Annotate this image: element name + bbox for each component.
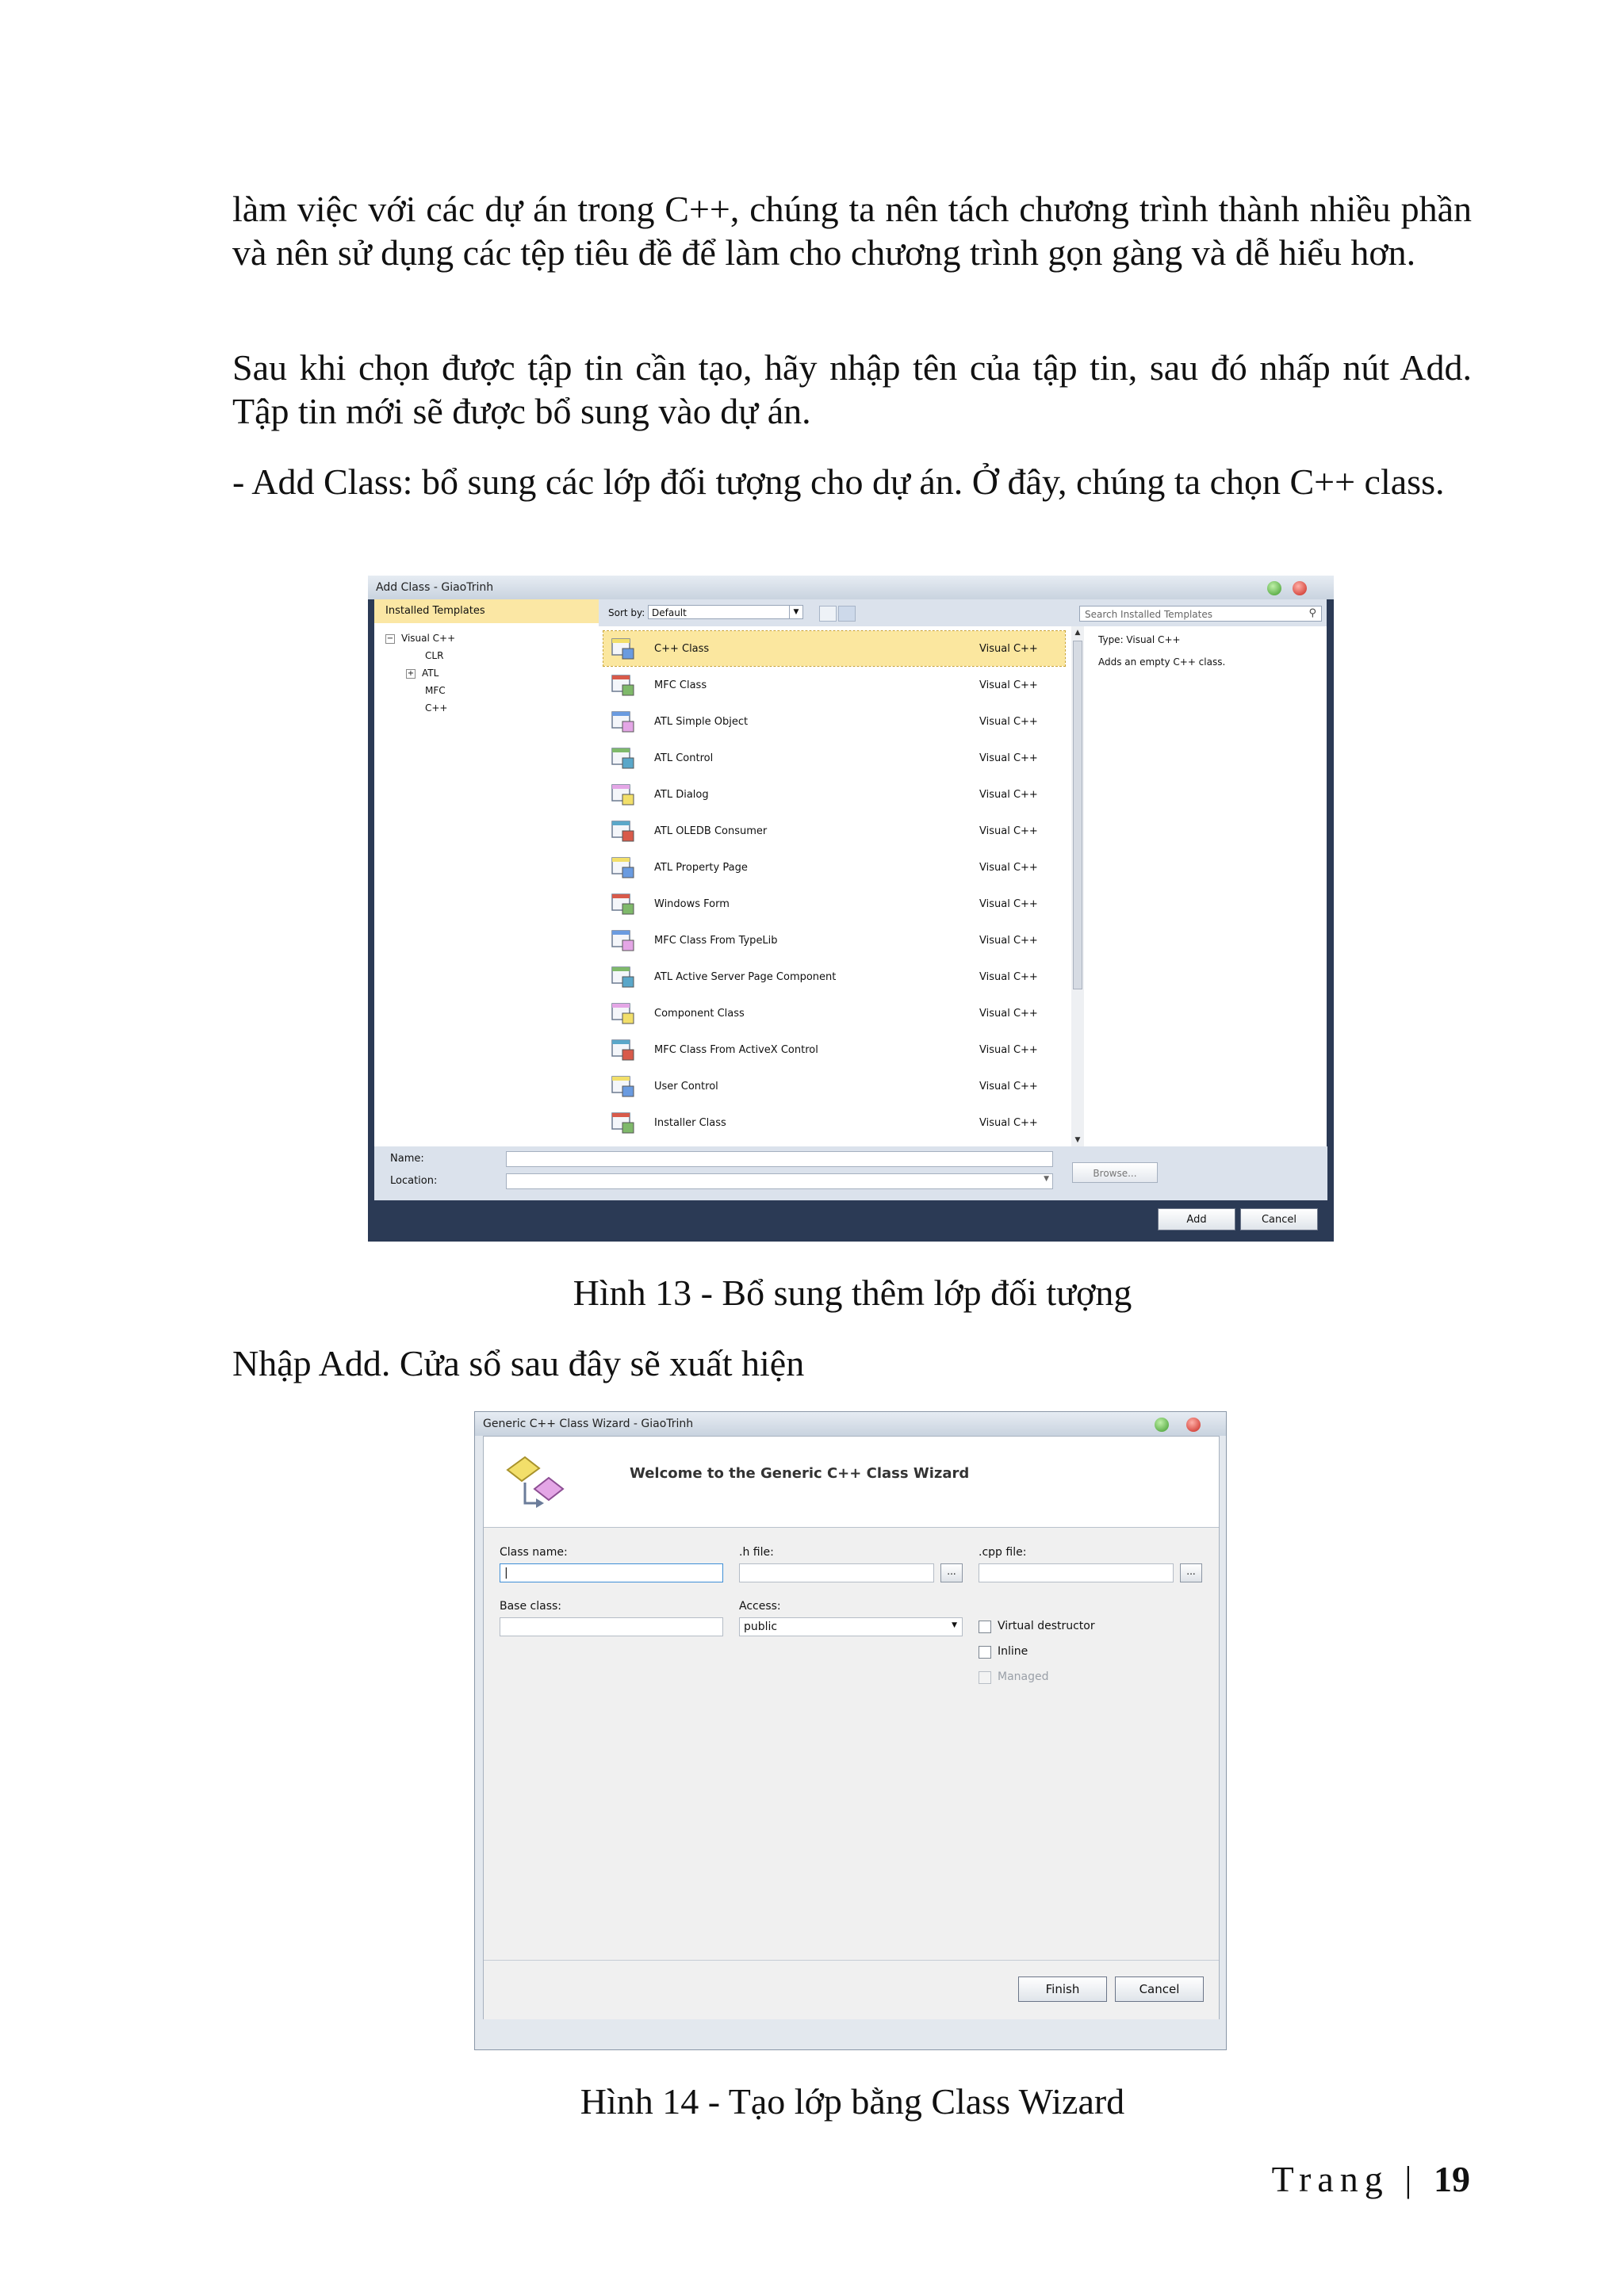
template-name: ATL Simple Object [654,716,749,728]
template-row[interactable] [603,740,1065,775]
atl-simple-object-icon [610,709,637,734]
template-name: MFC Class [654,679,707,691]
template-name: C++ Class [654,643,710,655]
atl-control-icon [610,745,637,771]
location-select[interactable] [506,1173,1053,1189]
template-language: Visual C++ [979,752,1038,764]
template-list-scrollbar[interactable] [1071,626,1084,1146]
template-row[interactable] [603,1069,1065,1104]
atl-dialog-icon [610,782,637,807]
template-name: User Control [654,1081,718,1093]
class-wizard-window [474,1411,1227,2050]
list-view-icon[interactable] [819,606,837,622]
template-row[interactable] [603,996,1065,1031]
wizard-heading: Welcome to the Generic C++ Class Wizard [630,1465,970,1482]
title-bar [475,1412,1226,1436]
atl-oledb-icon [610,818,637,844]
class-wizard-icon [501,1446,573,1517]
class-name-label: Class name: [500,1546,568,1559]
template-language: Visual C++ [979,971,1038,983]
name-location-panel [374,1146,1327,1200]
template-row[interactable] [603,813,1065,848]
template-row[interactable] [603,886,1065,921]
h-file-browse-button[interactable]: ... [940,1563,963,1582]
template-language: Visual C++ [979,679,1038,691]
add-class-window [368,576,1334,1242]
scrollbar-thumb[interactable] [1073,641,1082,989]
page-footer [1272,2158,1470,2200]
template-row[interactable] [603,1032,1065,1067]
wizard-body [483,1436,1220,2019]
template-language: Visual C++ [979,643,1038,655]
template-language: Visual C++ [979,1008,1038,1020]
wizard-banner [484,1437,1219,1528]
template-description-panel [1084,626,1327,1146]
template-toolbar [599,599,1327,626]
search-templates-input[interactable]: Search Installed Templates ⚲ [1079,606,1322,622]
cpp-file-input[interactable] [979,1563,1174,1582]
template-language: Visual C++ [979,789,1038,801]
managed-checkbox [979,1671,991,1684]
template-name: Component Class [654,1008,745,1020]
inline-label: Inline [998,1645,1028,1658]
collapse-icon[interactable]: − [386,633,394,643]
mfc-activex-icon [610,1037,637,1062]
cpp-file-label: .cpp file: [979,1546,1027,1559]
expand-icon[interactable]: + [407,668,415,678]
scroll-down-icon[interactable]: ▼ [1074,1136,1081,1144]
managed-label: Managed [998,1670,1049,1683]
help-button[interactable] [1267,581,1281,595]
name-input[interactable] [506,1151,1053,1167]
page-number: 19 [1434,2159,1470,2199]
chevron-down-icon: ▼ [1044,1175,1049,1183]
sort-by-label: Sort by: [608,607,645,618]
paragraph-3: - Add Class: bổ sung các lớp đối tượng cho dự án. Ở đây, chúng ta chọn C++ class. [232,461,1445,502]
virtual-destructor-label: Virtual destructor [998,1620,1095,1632]
template-row[interactable] [603,959,1065,994]
template-name: ATL Property Page [654,862,748,874]
template-name: MFC Class From ActiveX Control [654,1044,818,1056]
add-button[interactable]: Add [1158,1208,1235,1230]
class-name-input[interactable]: | [500,1563,723,1582]
access-label: Access: [739,1600,781,1613]
template-row[interactable] [603,668,1065,702]
tree-item-cpp[interactable]: C++ [425,702,448,714]
cancel-button[interactable]: Cancel [1240,1208,1318,1230]
template-language: Visual C++ [979,935,1038,947]
search-icon: ⚲ [1308,607,1316,619]
mfc-class-icon [610,672,637,698]
template-language: Visual C++ [979,1117,1038,1129]
h-file-input[interactable] [739,1563,934,1582]
paragraph-1: làm việc với các dự án trong C++, chúng ta nên tách chương trình thành nhiều phần và nên sử dụng các tệp tiêu đề để làm cho chương trình gọn gàng và dễ hiểu hơn. [232,189,1472,273]
location-label: Location: [390,1175,438,1187]
template-row[interactable] [603,704,1065,739]
installed-templates-header: Installed Templates [374,599,599,623]
scroll-up-icon[interactable]: ▲ [1074,629,1081,637]
template-name: ATL OLEDB Consumer [654,825,768,837]
template-row[interactable] [603,923,1065,958]
mfc-typelib-icon [610,928,637,953]
detail-view-icon[interactable] [838,606,856,622]
page-label: Trang | [1271,2159,1419,2199]
cpp-file-browse-button[interactable]: ... [1180,1563,1202,1582]
base-class-input[interactable] [500,1617,723,1636]
template-name: MFC Class From TypeLib [654,935,778,947]
template-language: Visual C++ [979,825,1038,837]
chevron-down-icon: ▼ [952,1621,957,1629]
cancel-button[interactable]: Cancel [1115,1976,1204,2002]
template-name: Installer Class [654,1117,726,1129]
template-name: ATL Control [654,752,714,764]
template-row[interactable] [603,1105,1065,1140]
figure-caption-13: Hình 13 - Bổ sung thêm lớp đối tượng [573,1272,1132,1313]
template-language: Visual C++ [979,862,1038,874]
tree-item-atl[interactable]: + ATL [407,668,439,679]
h-file-label: .h file: [739,1546,774,1559]
access-select[interactable]: public ▼ [739,1617,963,1636]
template-name: ATL Dialog [654,789,709,801]
template-description: Adds an empty C++ class. [1098,656,1226,668]
component-class-icon [610,1001,637,1026]
template-language: Visual C++ [979,1044,1038,1056]
title-bar [368,576,1334,599]
chevron-down-icon: ▼ [789,606,802,618]
template-tree-panel [374,599,599,1146]
sort-by-select[interactable]: Default ▼ [648,605,803,619]
paragraph-4: Nhập Add. Cửa sổ sau đây sẽ xuất hiện [232,1343,805,1383]
tree-item-mfc[interactable]: MFC [425,685,446,696]
paragraph-2: Sau khi chọn được tập tin cần tạo, hãy nhập tên của tập tin, sau đó nhấp nút Add. Tập tin mới sẽ được bổ sung vào dự án. [232,347,1472,431]
browse-button[interactable]: Browse... [1072,1162,1158,1183]
help-button[interactable] [1155,1418,1169,1432]
template-name: ATL Active Server Page Component [654,971,837,983]
cpp-class-icon [610,636,637,661]
template-language: Visual C++ [979,898,1038,910]
base-class-label: Base class: [500,1600,562,1613]
template-list [599,626,1071,1146]
template-name: Windows Form [654,898,730,910]
atl-asp-icon [610,964,637,989]
tree-item-visual-cpp[interactable]: − Visual C++ [386,633,456,644]
window-title: Add Class - GiaoTrinh [376,581,494,594]
installer-class-icon [610,1110,637,1135]
template-row[interactable] [603,777,1065,812]
template-language: Visual C++ [979,1081,1038,1093]
close-button[interactable] [1293,581,1307,595]
template-type: Type: Visual C++ [1098,634,1181,645]
wizard-footer [484,1960,1219,2019]
tree-item-clr[interactable]: CLR [425,650,444,661]
figure-caption-14: Hình 14 - Tạo lớp bằng Class Wizard [580,2081,1125,2122]
template-language: Visual C++ [979,716,1038,728]
name-label: Name: [390,1153,424,1165]
finish-button[interactable]: Finish [1018,1976,1107,2002]
windows-form-icon [610,891,637,916]
virtual-destructor-checkbox[interactable] [979,1621,991,1633]
atl-property-page-icon [610,855,637,880]
user-control-icon [610,1073,637,1099]
template-row[interactable] [603,850,1065,885]
template-row[interactable] [603,631,1065,666]
window-title: Generic C++ Class Wizard - GiaoTrinh [483,1418,694,1430]
close-button[interactable] [1186,1418,1201,1432]
inline-checkbox[interactable] [979,1646,991,1659]
